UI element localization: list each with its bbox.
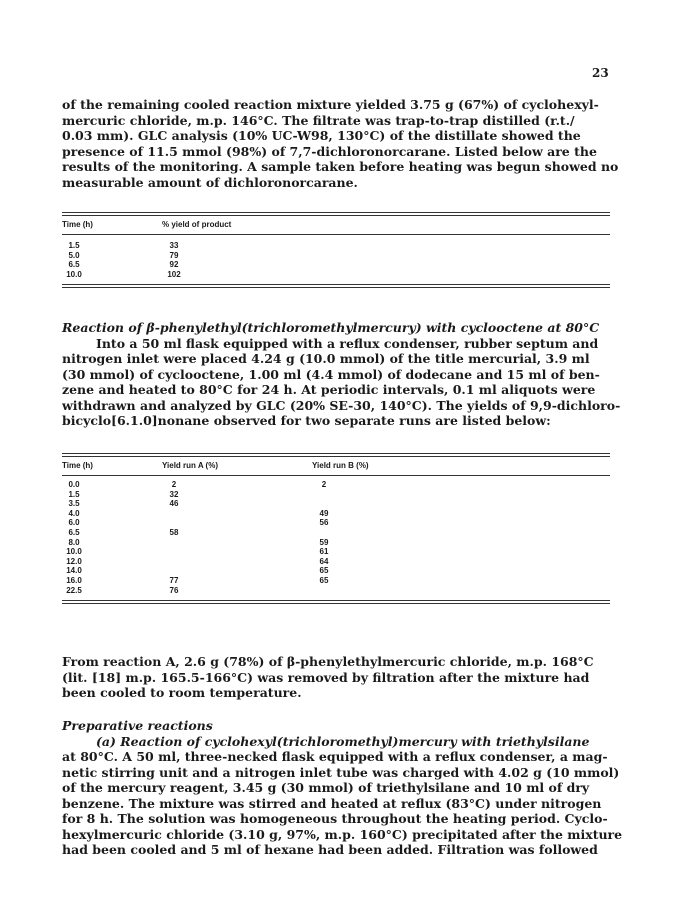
table-cell: 33 bbox=[169, 241, 179, 250]
text-line: (30 mmol) of cyclooctene, 1.00 ml (4.4 mmol) of dodecane and 15 ml of ben- bbox=[62, 366, 600, 382]
table-bottom-rule bbox=[62, 287, 610, 288]
text-line: for 8 h. The solution was homogeneous throughout the heating period. Cyclo- bbox=[62, 811, 608, 826]
table-cell: 58 bbox=[169, 527, 179, 537]
table-row bbox=[62, 518, 610, 528]
column-header: Time (h) bbox=[62, 220, 93, 229]
table-row bbox=[62, 251, 610, 261]
column-header: Time (h) bbox=[62, 461, 93, 470]
subsection-heading: (a) Reaction of cyclohexyl(trichloromethyl)mercury with triethylsilane bbox=[96, 733, 590, 749]
text-line: benzene. The mixture was stirred and heated at reflux (83°C) under nitrogen bbox=[62, 795, 602, 811]
text-line: zene and heated to 80°C for 24 h. At periodic intervals, 0.1 ml aliquots were bbox=[62, 382, 596, 397]
table-2 bbox=[62, 453, 610, 604]
text-line: withdrawn and analyzed by GLC (20% SE-30, 140°C). The yields of 9,9-dichloro- bbox=[62, 397, 621, 413]
table-cell: 6.5 bbox=[68, 260, 80, 270]
table-row bbox=[62, 557, 610, 567]
table-cell: 102 bbox=[167, 269, 181, 279]
table-row bbox=[62, 566, 610, 576]
table-row bbox=[62, 260, 610, 270]
text-line: presence of 11.5 mmol (98%) of 7,7-dichloronorcarane. Listed below are the bbox=[62, 143, 597, 159]
table-cell: 12.0 bbox=[66, 556, 82, 566]
table-top-rule bbox=[62, 453, 610, 454]
text-line: Into a 50 ml flask equipped with a reflux condenser, rubber septum and bbox=[96, 335, 599, 351]
section-heading: Reaction of β-phenylethyl(trichloromethylmercury) with cyclooctene at 80°C bbox=[62, 320, 600, 335]
table-cell: 6.5 bbox=[68, 527, 80, 537]
text-line: had been cooled and 5 ml of hexane had been added. Filtration was followed bbox=[62, 842, 598, 857]
section-heading: Preparative reactions bbox=[62, 718, 213, 733]
table-cell: 0.0 bbox=[68, 480, 80, 489]
paragraph-4 bbox=[62, 718, 623, 858]
table-cell: 2 bbox=[171, 480, 177, 489]
table-row bbox=[62, 499, 610, 509]
table-row bbox=[62, 538, 610, 548]
text-line: at 80°C. A 50 ml, three-necked flask equipped with a reflux condenser, a mag- bbox=[62, 749, 608, 764]
paragraph-3 bbox=[62, 654, 618, 701]
table-top-rule bbox=[62, 212, 610, 213]
column-header: % yield of product bbox=[162, 220, 232, 229]
table-cell: 8.0 bbox=[68, 537, 80, 547]
table-cell: 65 bbox=[319, 566, 329, 576]
table-row bbox=[62, 490, 610, 500]
table-cell: 49 bbox=[319, 508, 329, 518]
table-cell: 61 bbox=[319, 547, 329, 557]
table-cell: 1.5 bbox=[68, 489, 80, 499]
table-cell: 5.0 bbox=[68, 250, 80, 260]
table-cell: 92 bbox=[169, 260, 179, 270]
table-row bbox=[62, 480, 610, 490]
table-cell: 16.0 bbox=[66, 575, 82, 585]
table-cell: 76 bbox=[169, 585, 179, 595]
table-cell: 14.0 bbox=[66, 566, 82, 576]
table-row bbox=[62, 509, 610, 519]
table-cell: 64 bbox=[319, 556, 329, 566]
text-line: been cooled to room temperature. bbox=[62, 685, 302, 700]
table-bottom-rule bbox=[62, 603, 610, 604]
text-line: results of the monitoring. A sample taken before heating was begun showed no bbox=[62, 159, 619, 174]
table-row bbox=[62, 528, 610, 538]
table-cell: 10.0 bbox=[66, 547, 82, 557]
paragraph-2 bbox=[62, 320, 621, 429]
table-cell: 32 bbox=[169, 489, 179, 499]
text-line: 0.03 mm). GLC analysis (10% UC-W98, 130°C) of the distillate showed the bbox=[62, 128, 581, 143]
table-cell: 6.0 bbox=[68, 518, 80, 528]
table-row bbox=[62, 241, 610, 251]
text-line: mercuric chloride, m.p. 146°C. The filtrate was trap-to-trap distilled (r.t./ bbox=[62, 112, 575, 128]
text-line: bicyclo[6.1.0]nonane observed for two separate runs are listed below: bbox=[62, 413, 551, 428]
text-line: measurable amount of dichloronorcarane. bbox=[62, 174, 358, 190]
text-line: netic stirring unit and a nitrogen inlet tube was charged with 4.02 g (10 mmol) bbox=[62, 764, 620, 780]
page-number: 23 bbox=[592, 66, 609, 80]
table-row bbox=[62, 586, 610, 596]
text-line: From reaction A, 2.6 g (78%) of β-phenylethylmercuric chloride, m.p. 168°C bbox=[62, 654, 594, 669]
table-row bbox=[62, 270, 610, 280]
table-cell: 2 bbox=[321, 480, 327, 489]
table-cell: 22.5 bbox=[66, 585, 82, 595]
table-bottom-rule bbox=[62, 284, 610, 285]
text-line: of the mercury reagent, 3.45 g (30 mmol) of triethylsilane and 10 ml of dry bbox=[62, 780, 590, 795]
table-cell: 1.5 bbox=[68, 241, 80, 250]
table-bottom-rule bbox=[62, 600, 610, 601]
table-cell: 56 bbox=[319, 518, 329, 528]
table-cell: 4.0 bbox=[68, 508, 80, 518]
table-cell: 46 bbox=[169, 499, 179, 509]
table-cell: 59 bbox=[319, 537, 329, 547]
table-row bbox=[62, 576, 610, 586]
text-line: of the remaining cooled reaction mixture yielded 3.75 g (67%) of cyclohexyl- bbox=[62, 97, 599, 112]
table-cell: 79 bbox=[169, 250, 179, 260]
text-line: (lit. [18] m.p. 165.5-166°C) was removed by filtration after the mixture had bbox=[62, 669, 590, 685]
table-cell: 65 bbox=[319, 575, 329, 585]
text-line: nitrogen inlet were placed 4.24 g (10.0 mmol) of the title mercurial, 3.9 ml bbox=[62, 351, 590, 366]
table-cell: 3.5 bbox=[68, 499, 80, 509]
table-row bbox=[62, 547, 610, 557]
table-cell: 77 bbox=[169, 575, 179, 585]
column-header: Yield run B (%) bbox=[312, 461, 369, 470]
text-line: hexylmercuric chloride (3.10 g, 97%, m.p. 160°C) precipitated after the mixture bbox=[62, 826, 623, 842]
table-cell: 10.0 bbox=[66, 269, 82, 279]
table-1 bbox=[62, 212, 610, 288]
paragraph-1 bbox=[62, 97, 618, 190]
column-header: Yield run A (%) bbox=[162, 461, 218, 470]
